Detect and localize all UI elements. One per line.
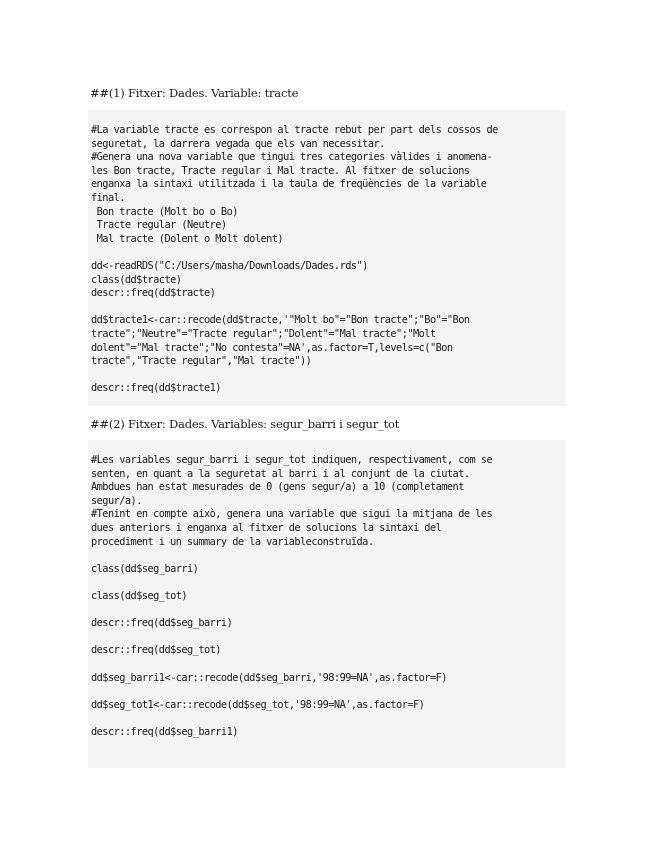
code-line: descr::freq(dd$tracte1) [91,382,221,395]
section-1-heading: ##(1) Fitxer: Dades. Variable: tracte [90,86,299,100]
code-line: class(dd$seg_barri) [91,562,199,575]
code-line: dd<-readRDS("C:/Users/masha/Downloads/Dades.rds") [91,259,368,272]
code-line: #La variable tracte es correspon al tracte rebut per part dels cossos de [91,124,498,136]
code-line [91,246,566,260]
code-line: descr::freq(dd$tracte) [91,287,216,300]
code-line: #Les variables segur_barri i segur_tot indiquen, respectivament, com se [91,454,493,466]
code-line: Bon tracte (Molt bo o Bo) [91,205,238,218]
code-line: les Bon tracte, Tracte regular i Mal tracte. Al fitxer de solucions [91,164,470,177]
code-line [91,712,566,726]
code-line: Mal tracte (Dolent o Molt dolent) [91,232,284,245]
code-line: descr::freq(dd$seg_barri) [91,617,233,630]
code-line: dolent"="Mal tracte";"No contesta"=NA',as.factor=T,levels=c("Bon [91,341,453,354]
code-line: segur/a). [91,494,142,507]
section-1-code-block [88,110,566,406]
code-line: dd$seg_tot1<-car::recode(dd$seg_tot,'98:99=NA',as.factor=F) [91,698,425,711]
code-line: dd$seg_barri1<-car::recode(dd$seg_barri,'98:99=NA',as.factor=F) [91,671,447,684]
code-line [91,369,566,383]
code-line [91,631,566,645]
code-line: descr::freq(dd$seg_barri1) [91,725,238,738]
code-line [91,576,566,590]
code-line: #Genera una nova variable que tingui tres categories vàlides i anomena- [91,151,493,164]
code-line [91,301,566,315]
section-2-code-block [88,440,566,768]
code-line [91,549,566,563]
code-line: descr::freq(dd$seg_tot) [91,644,221,657]
code-line: class(dd$seg_tot) [91,589,188,602]
code-line: tracte","Tracte regular","Mal tracte")) [91,355,312,368]
section-2-heading: ##(2) Fitxer: Dades. Variables: segur_barri i segur_tot [90,417,400,431]
code-line: #Tenint en compte això, genera una variable que sigui la mitjana de les [91,508,493,521]
code-line: final. [91,191,125,204]
code-line: senten, en quant a la seguretat al barri i al conjunt de la ciutat. [91,467,470,480]
code-line: class(dd$tracte) [91,273,182,286]
code-line: tracte";"Neutre"="Tracte regular";"Dolent"="Mal tracte";"Molt [91,327,436,340]
code-line: dd$tracte1<-car::recode(dd$tracte,'"Molt bo"="Bon tracte";"Bo"="Bon [91,314,470,327]
code-line: enganxa la sintaxi utilitzada i la taula de freqüències de la variable [91,178,487,191]
code-line: dues anteriors i enganxa al fitxer de solucions la sintaxi del [91,521,442,534]
code-line: seguretat, la darrera vegada que els van necessitar. [91,137,385,150]
code-line [91,685,566,699]
code-line [91,604,566,618]
code-line: procediment i un summary de la variableconstruïda. [91,535,374,548]
code-line: Ambdues han estat mesurades de 0 (gens segur/a) a 10 (completament [91,481,464,494]
code-line: Tracte regular (Neutre) [91,219,227,232]
code-line [91,658,566,672]
